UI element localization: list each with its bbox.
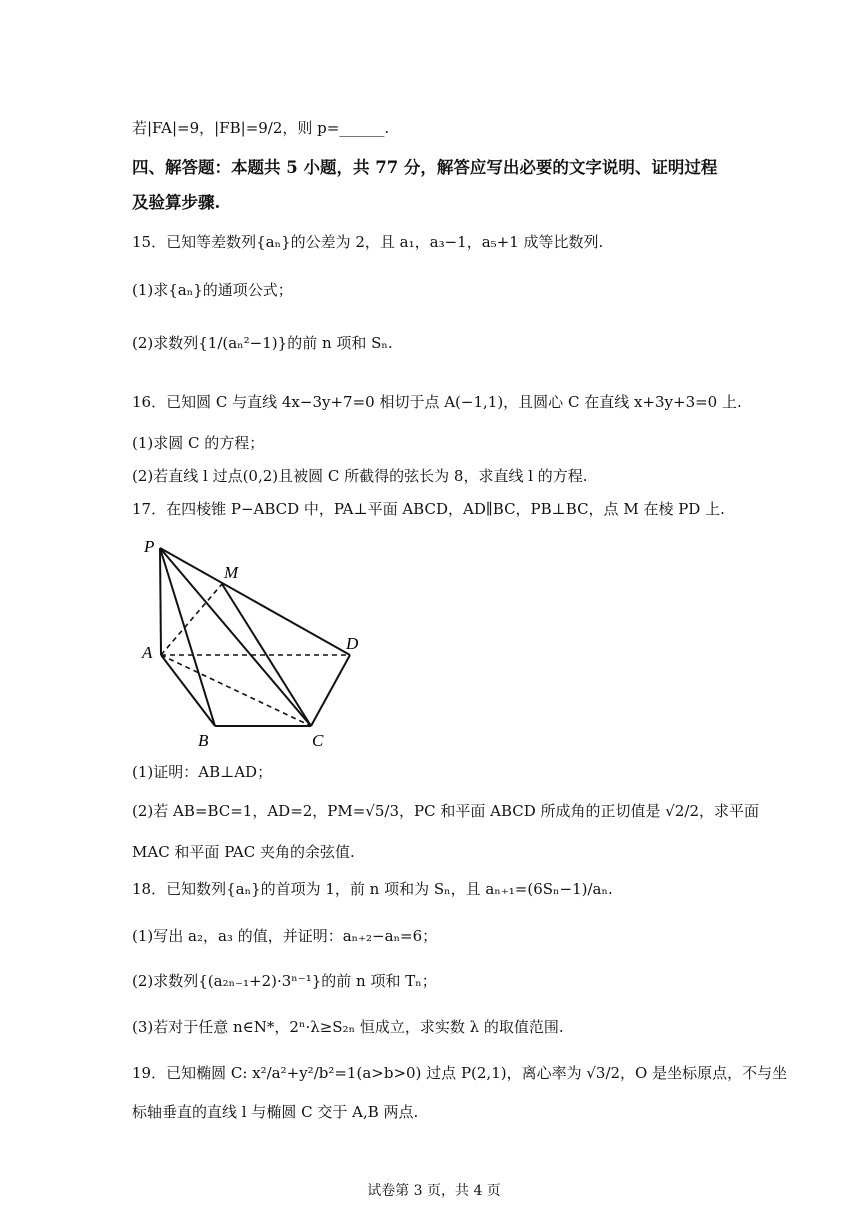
pyramid-figure [138, 532, 374, 754]
question-15-part-2: (2)求数列{1/(aₙ²−1)}的前 n 项和 Sₙ. [132, 334, 393, 352]
question-18: 18．已知数列{aₙ}的首项为 1，前 n 项和为 Sₙ，且 aₙ₊₁=(6Sₙ−1)/aₙ. [132, 880, 613, 898]
question-19: 19．已知椭圆 C: x²/a²+y²/b²=1(a>b>0) 过点 P(2,1)，离心率为 √3/2，O 是坐标原点，不与坐 [132, 1064, 788, 1082]
question-18-part-2: (2)求数列{(a₂ₙ₋₁+2)·3ⁿ⁻¹}的前 n 项和 Tₙ； [132, 972, 437, 990]
label-D: D [346, 634, 359, 653]
edge-PA [160, 548, 161, 655]
label-A: A [142, 643, 153, 662]
question-17-part-1: (1)证明：AB⊥AD； [132, 763, 273, 781]
question-17-part-2-cont: MAC 和平面 PAC 夹角的余弦值. [132, 843, 355, 861]
question-15: 15．已知等差数列{aₙ}的公差为 2，且 a₁，a₃−1，a₅+1 成等比数列. [132, 233, 604, 251]
edge-CD [311, 655, 350, 726]
question-18-part-3: (3)若对于任意 n∈N*，2ⁿ·λ≥S₂ₙ 恒成立，求实数 λ 的取值范围. [132, 1018, 564, 1036]
pyramid-diagram [138, 532, 374, 754]
question-18-part-1: (1)写出 a₂，a₃ 的值，并证明：aₙ₊₂−aₙ=6； [132, 927, 438, 945]
question-17-part-2: (2)若 AB=BC=1，AD=2，PM=√5/3，PC 和平面 ABCD 所成角的正切值是 √2/2，求平面 [132, 802, 759, 820]
page-footer: 试卷第 3 页，共 4 页 [367, 1183, 501, 1199]
question-15-part-1: (1)求{aₙ}的通项公式； [132, 281, 293, 299]
question-16: 16．已知圆 C 与直线 4x−3y+7=0 相切于点 A(−1,1)，且圆心 C 在直线 x+3y+3=0 上. [132, 393, 742, 411]
label-M: M [224, 563, 239, 582]
text-line-q14-tail: 若|FA|=9，|FB|=9/2，则 p=______. [132, 119, 390, 137]
label-B: B [198, 731, 209, 750]
edge-AM-dashed [161, 584, 222, 655]
section-heading: 四、解答题：本题共 5 小题，共 77 分，解答应写出必要的文字说明、证明过程 [132, 158, 718, 177]
section-heading-cont: 及验算步骤. [132, 193, 221, 212]
label-C: C [312, 731, 324, 750]
question-16-part-1: (1)求圆 C 的方程； [132, 434, 265, 452]
question-16-part-2: (2)若直线 l 过点(0,2)且被圆 C 所截得的弦长为 8，求直线 l 的方程. [132, 467, 588, 485]
edge-AB [161, 655, 215, 726]
question-17: 17．在四棱锥 P−ABCD 中，PA⊥平面 ABCD，AD∥BC，PB⊥BC，点 M 在棱 PD 上. [132, 500, 725, 518]
question-19-cont: 标轴垂直的直线 l 与椭圆 C 交于 A,B 两点. [132, 1103, 419, 1121]
label-P: P [144, 537, 155, 556]
